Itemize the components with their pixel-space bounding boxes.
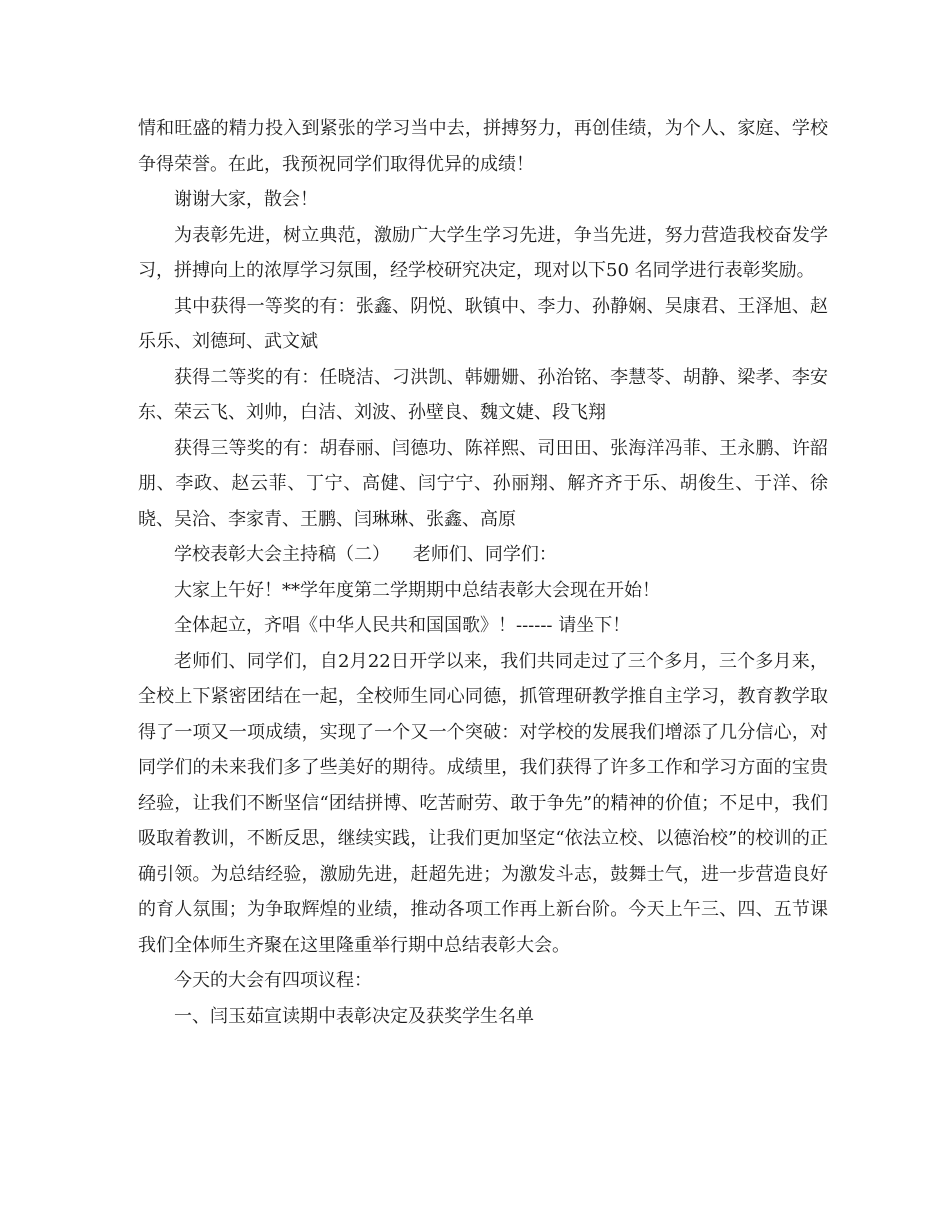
paragraph-5: 获得二等奖的有：任晓洁、刁洪凯、韩姗姗、孙治铭、李慧苓、胡静、梁孝、李安东、荣云飞、刘帅，白洁、刘波、孙壁良、魏文婕、段飞翔 xyxy=(138,366,828,423)
paragraph-2: 谢谢大家，散会！ xyxy=(174,189,318,210)
paragraph-9: 全体起立，齐唱《中华人民共和国国歌》！------ 请坐下！ xyxy=(174,615,631,636)
paragraph-3: 为表彰先进，树立典范，激励广大学生学习先进，争当先进，努力营造我校奋发学习，拼搏向上的浓厚学习氛围，经学校研究决定，现对以下50 名同学进行表彰奖励。 xyxy=(138,224,828,281)
paragraph-8: 大家上午好！**学年度第二学期期中总结表彰大会现在开始！ xyxy=(174,579,660,601)
paragraph-6: 获得三等奖的有：胡春丽、闫德功、陈祥熙、司田田、张海洋冯菲、王永鹏、许韶朋、李政、赵云菲、丁宁、高健、闫宁宁、孙丽翔、解齐齐于乐、胡俊生、于洋、徐晓、吴洽、李家青、王鹏、闫琳琳、张鑫、高原 xyxy=(138,437,828,530)
paragraph-4: 其中获得一等奖的有：张鑫、阴悦、耿镇中、李力、孙静娴、吴康君、王泽旭、赵乐乐、刘德珂、武文斌 xyxy=(138,295,828,352)
paragraph-11: 今天的大会有四项议程： xyxy=(174,970,372,991)
paragraph-1: 情和旺盛的精力投入到紧张的学习当中去，拼搏努力，再创佳绩，为个人、家庭、学校争得荣誉。在此，我预祝同学们取得优异的成绩！ xyxy=(138,118,828,175)
paragraph-10: 老师们、同学们，自2月22日开学以来，我们共同走过了三个多月，三个多月来，全校上下紧密团结在一起，全校师生同心同德，抓管理研教学推自主学习，教育教学取得了一项又一项成绩，实现了一个又一个突破：对学校的发展我们增添了几分信心，对同学们的未来我们多了些美好的期待。成绩里，我们获得了许多工作和学习方面的宝贵经验，让我们不断坚信“团结拼博、吃苦耐劳、敢于争先”的精神的价值；不足中，我们吸取着教训，不断反思，继续实践，让我们更加坚定“依法立校、以德治校”的校训的正确引领。为总结经验，激励先进，赶超先进；为激发斗志，鼓舞士气，进一步营造良好的育人氛围；为争取辉煌的业绩，推动各项工作再上新台阶。今天上午三、四、五节课我们全体师生齐聚在这里隆重举行期中总结表彰大会。 xyxy=(138,650,828,956)
paragraph-12: 一、闫玉茹宣读期中表彰决定及获奖学生名单 xyxy=(174,1005,534,1027)
paragraph-7: 学校表彰大会主持稿（二） 老师们、同学们： xyxy=(174,544,557,565)
document-body xyxy=(138,111,828,1034)
